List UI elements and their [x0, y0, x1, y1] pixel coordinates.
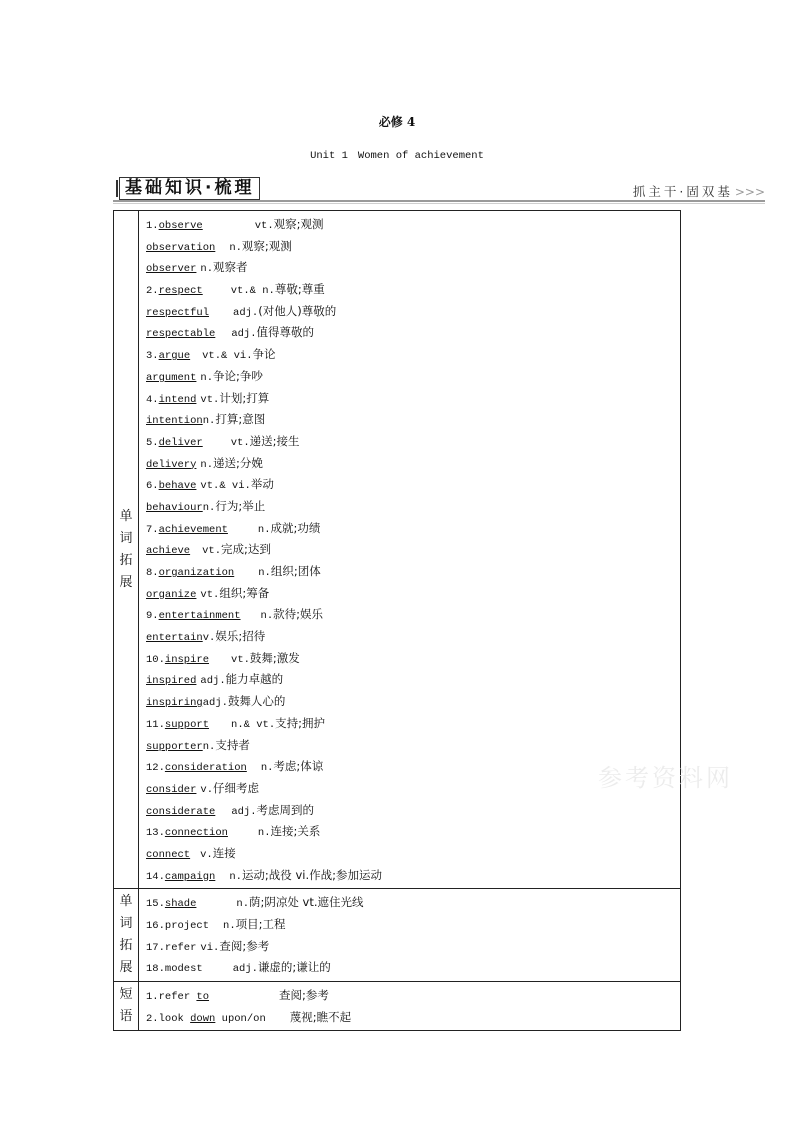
section-label-char: 拓 — [119, 938, 133, 954]
entry-pos: n. — [202, 501, 216, 514]
entry-number: 13. — [146, 827, 165, 840]
section-row — [114, 982, 681, 1031]
entry-meaning: 观察;观测 — [273, 217, 324, 231]
entry-word: observe — [158, 220, 203, 232]
section-label-char: 单 — [119, 508, 133, 524]
entry-word: achieve — [146, 545, 191, 558]
section-label-char: 单 — [119, 894, 133, 910]
entry-number: 16. — [146, 920, 165, 932]
banner-rule — [113, 200, 765, 202]
entry-number: 18. — [146, 963, 165, 976]
entry-word: inspiring — [146, 697, 203, 710]
entry-word: intention — [146, 415, 203, 428]
section-label-char: 词 — [119, 916, 133, 932]
entry-number: 17. — [146, 941, 165, 954]
entry-meaning: 支持;拥护 — [275, 715, 325, 730]
entry-meaning: 鼓舞人心的 — [227, 694, 286, 709]
entry-pos: vt. — [200, 588, 220, 601]
vocab-entry — [146, 821, 680, 843]
entry-word: connect — [146, 848, 191, 861]
entry-pos: n. — [258, 567, 271, 579]
entry-number: 1. — [146, 220, 159, 232]
entry-meaning: 递送;分娩 — [213, 455, 263, 470]
entry-pos: n. — [257, 827, 271, 840]
entry-pos: vt. — [202, 545, 222, 558]
banner-rule-thin — [113, 203, 765, 204]
vocab-entry — [146, 691, 680, 713]
entry-word-underlined: to — [196, 991, 210, 1004]
entry-pos: n. — [260, 762, 274, 775]
entry-meaning: 鼓舞;激发 — [249, 650, 300, 665]
entry-word: respectable — [146, 328, 216, 341]
watermark: 参考资料网 — [598, 764, 733, 792]
entry-number: 9. — [146, 610, 159, 623]
entry-pos: vt. — [230, 436, 250, 449]
banner-subtitle — [627, 182, 765, 200]
entry-word: argue — [158, 350, 191, 363]
vocab-entry — [146, 865, 680, 887]
entry-pos: adj. — [233, 306, 259, 319]
vocab-entry — [146, 914, 680, 936]
entry-meaning: 打算;意图 — [215, 412, 266, 427]
entry-word: intend — [158, 393, 197, 406]
entry-meaning: 谦虚的;谦让的 — [257, 960, 331, 975]
entry-word: shade — [164, 898, 197, 911]
entry-number: 2. — [146, 1012, 159, 1025]
vocab-entry — [146, 843, 680, 865]
entry-word: respect — [158, 285, 203, 298]
entry-word: project — [164, 920, 210, 932]
vocab-entry — [146, 957, 680, 979]
section-label — [114, 982, 139, 1031]
vocab-entry — [146, 431, 680, 453]
entry-pos: adj. — [231, 805, 257, 818]
section-label-char: 短 — [119, 987, 133, 1003]
vocabulary-table — [113, 210, 681, 1031]
entry-word: inspired — [146, 675, 197, 688]
vocab-entry — [146, 279, 680, 301]
entry-pos: vt.& vi. — [202, 350, 253, 363]
entry-word: delivery — [146, 458, 197, 471]
entry-pos: adj. — [231, 328, 257, 341]
entry-meaning: 查阅;参考 — [219, 938, 270, 953]
section-entries — [139, 982, 681, 1031]
entry-word: respectful — [146, 306, 210, 319]
vocab-entry — [146, 735, 680, 757]
entry-word: inspire — [164, 653, 210, 666]
banner-subtitle-text: 抓主干·固双基 — [632, 184, 733, 199]
entry-word: organization — [158, 567, 235, 579]
section-label-char: 展 — [119, 960, 133, 976]
vocab-entry — [146, 626, 680, 648]
entry-number: 5. — [146, 436, 159, 449]
entry-number: 10. — [146, 653, 165, 666]
vocab-entry — [146, 713, 680, 735]
entry-meaning: 款待;娱乐 — [273, 607, 324, 622]
entry-meaning: 行为;举止 — [215, 498, 266, 513]
entry-pos: n. — [202, 415, 216, 428]
entry-meaning: 举动 — [250, 477, 274, 492]
entry-word: considerate — [146, 805, 216, 818]
entry-word: connection — [164, 827, 228, 840]
entry-pos: vt.& n. — [230, 285, 275, 298]
entry-pos: v. — [200, 848, 213, 861]
section-banner — [113, 177, 765, 204]
entry-meaning: 组织;团体 — [270, 564, 321, 578]
entry-word-underlined: down — [190, 1012, 216, 1025]
entry-word: argument — [146, 371, 197, 384]
vocab-entry — [146, 214, 680, 236]
vocab-entry — [146, 539, 680, 561]
section-entries — [139, 889, 681, 982]
vocab-entry — [146, 257, 680, 279]
entry-pos: n. — [200, 458, 214, 471]
entry-pos: n. — [257, 523, 271, 536]
entry-number: 7. — [146, 523, 159, 536]
entry-meaning: 争论 — [252, 347, 276, 362]
section-label-char: 拓 — [119, 552, 133, 568]
vocab-entry — [146, 985, 680, 1007]
entry-meaning: 连接 — [212, 845, 236, 860]
unit-number: Unit 1 — [310, 150, 348, 162]
entry-word: entertainment — [158, 610, 241, 623]
section-label-char: 语 — [119, 1009, 133, 1025]
vocab-entry — [146, 892, 680, 914]
entry-meaning: 计划;打算 — [219, 390, 270, 405]
section-label — [114, 889, 139, 982]
banner-title: 基础知识·梳理 — [119, 177, 260, 200]
entry-pos: vt.& vi. — [200, 480, 251, 493]
entry-meaning: 支持者 — [215, 737, 250, 752]
entry-pos: adj. — [200, 675, 226, 688]
entry-pos: n. — [200, 371, 214, 384]
vocab-entry — [146, 388, 680, 410]
entry-word: consideration — [164, 762, 247, 775]
entry-meaning: 尊敬;尊重 — [274, 282, 325, 297]
entry-meaning: (对他人)尊敬的 — [258, 303, 337, 318]
entry-pos: vt. — [231, 653, 250, 666]
section-label-char: 词 — [119, 530, 133, 546]
unit-title — [0, 150, 794, 162]
entry-word: behaviour — [146, 501, 203, 514]
entry-pos: n. — [229, 241, 242, 254]
entry-meaning: 能力卓越的 — [225, 672, 284, 687]
book-title: 必修 4 — [378, 115, 416, 129]
entry-word: entertain — [146, 632, 203, 645]
entry-meaning: 连接;关系 — [270, 824, 321, 839]
entry-pos: vt. — [200, 393, 220, 406]
entry-meaning: 观察;观测 — [241, 238, 292, 253]
entry-word: support — [164, 718, 210, 731]
entry-pos: n. — [202, 740, 216, 753]
vocab-entry — [146, 301, 680, 323]
entry-word: organize — [146, 588, 197, 601]
entry-word: behave — [158, 480, 197, 493]
vocab-entry — [146, 366, 680, 388]
entry-pos: n. — [200, 263, 214, 276]
entry-number: 4. — [146, 393, 159, 406]
entry-word: modest — [164, 963, 203, 976]
entry-meaning: 值得尊敬的 — [256, 325, 315, 340]
vocab-entry — [146, 322, 680, 344]
vocab-entry — [146, 604, 680, 626]
entry-meaning: 蔑视;瞧不起 — [289, 1009, 352, 1024]
entry-word: consider — [146, 783, 197, 796]
vocab-entry — [146, 561, 680, 583]
section-label — [114, 211, 139, 889]
entry-meaning: 运动;战役 vi.作战;参加运动 — [241, 867, 382, 882]
entry-number: 14. — [146, 870, 165, 883]
entry-pos: n. — [236, 898, 250, 911]
entry-pos: adj. — [202, 697, 228, 710]
entry-meaning: 争论;争吵 — [213, 368, 263, 383]
entry-word: achievement — [158, 523, 228, 536]
section-row — [114, 211, 681, 889]
entry-word: campaign — [164, 870, 216, 883]
vocab-entry — [146, 344, 680, 366]
entry-meaning: 完成;达到 — [221, 542, 271, 557]
entry-word: supporter — [146, 740, 203, 753]
entry-number: 3. — [146, 350, 159, 363]
vocab-entry — [146, 496, 680, 518]
entry-meaning: 仔细考虑 — [213, 780, 260, 795]
entry-pos: vt. — [254, 220, 274, 232]
vocab-entry — [146, 583, 680, 605]
entry-meaning: 考虑周到的 — [256, 802, 315, 817]
entry-word: refer — [164, 941, 197, 954]
entry-meaning: 查阅;参考 — [279, 988, 329, 1003]
entry-word-pre: refer — [158, 991, 197, 1004]
entry-number: 12. — [146, 762, 165, 775]
entry-pos: v. — [200, 783, 214, 796]
entry-word-post: upon/on — [215, 1012, 266, 1025]
vocab-entry — [146, 648, 680, 670]
vocab-entry — [146, 453, 680, 475]
entry-number: 1. — [146, 991, 159, 1004]
entry-pos: adj. — [232, 963, 258, 976]
entry-word-pre: look — [158, 1012, 191, 1025]
entry-number: 8. — [146, 567, 159, 579]
entry-meaning: 考虑;体谅 — [273, 759, 324, 774]
entry-meaning: 成就;功绩 — [270, 520, 321, 535]
entry-number: 2. — [146, 285, 159, 298]
entry-number: 11. — [146, 718, 165, 731]
section-label-char: 展 — [119, 574, 133, 590]
entry-pos: vi. — [200, 941, 220, 954]
entry-meaning: 项目;工程 — [235, 917, 286, 931]
entry-pos: v. — [202, 632, 216, 645]
vocab-entry — [146, 518, 680, 540]
vocab-entry — [146, 474, 680, 496]
section-row — [114, 889, 681, 982]
entry-word: deliver — [158, 436, 203, 449]
entry-number: 6. — [146, 480, 159, 493]
unit-name: Women of achievement — [357, 150, 484, 162]
entry-pos: n. — [260, 610, 274, 623]
vocab-entry — [146, 409, 680, 431]
entry-number: 15. — [146, 898, 165, 911]
entry-pos: n. — [229, 870, 242, 883]
vocab-entry — [146, 669, 680, 691]
entry-pos: n. — [223, 920, 236, 932]
entry-meaning: 荫;阴凉处 vt.遮住光线 — [249, 895, 364, 910]
vocab-entry — [146, 236, 680, 258]
entry-meaning: 观察者 — [213, 260, 248, 275]
chevrons-right-icon: >>> — [734, 185, 765, 199]
entry-word: observer — [146, 263, 197, 276]
vocab-entry — [146, 936, 680, 958]
entry-pos: n.& vt. — [231, 718, 276, 731]
entry-word: observation — [146, 241, 216, 254]
vocab-entry — [146, 800, 680, 822]
vocab-entry — [146, 1007, 680, 1029]
entry-meaning: 递送;接生 — [249, 433, 300, 448]
entry-meaning: 组织;筹备 — [219, 585, 270, 600]
entry-meaning: 娱乐;招待 — [215, 629, 266, 644]
